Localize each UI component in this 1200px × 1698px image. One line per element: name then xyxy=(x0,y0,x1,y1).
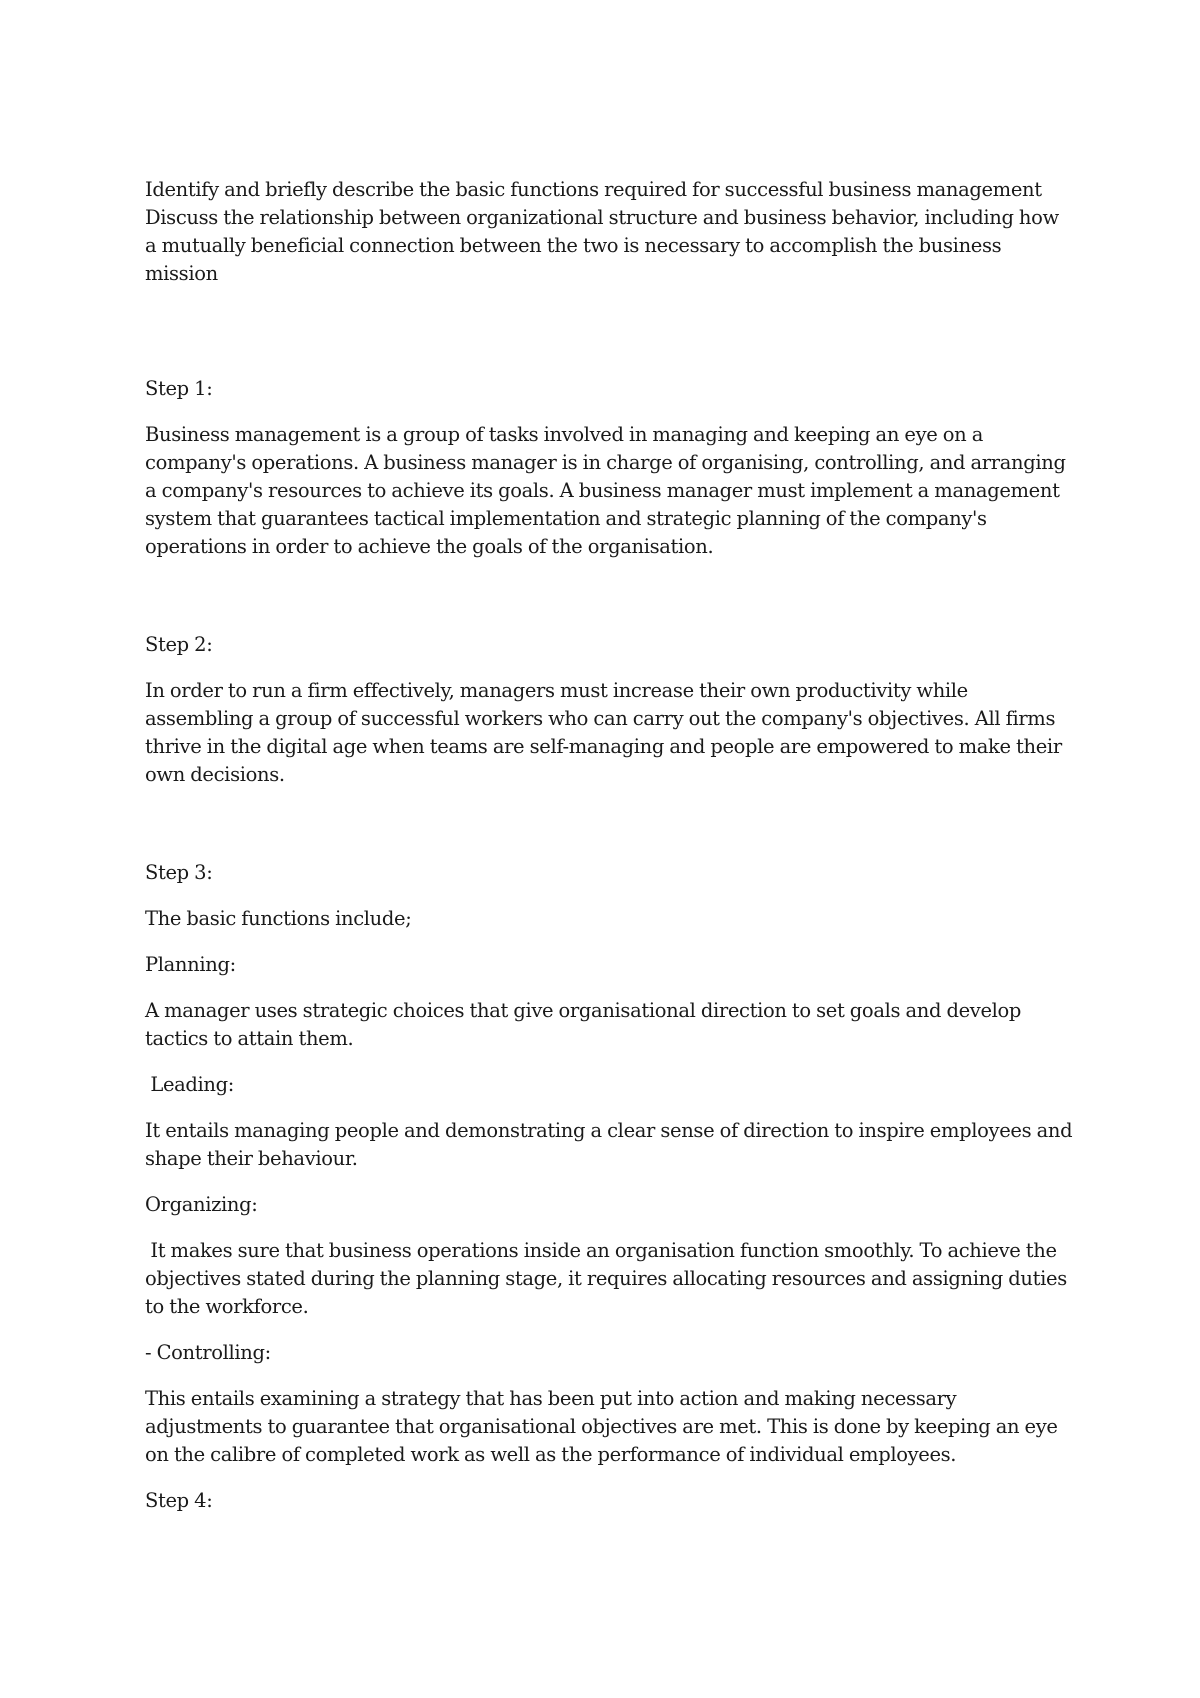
question-line-2: Discuss the relationship between organizational structure and business behavior, including how a mutually beneficial connection between the two is necessary to accomplish the business mission xyxy=(145,206,1059,285)
question-line-1: Identify and briefly describe the basic functions required for successful business management xyxy=(145,178,1042,201)
controlling-text: This entails examining a strategy that has been put into action and making necessary adjustments to guarantee that organisational objectives are met. This is done by keeping an eye on the calibre of completed work as well as the performance of individual employees. xyxy=(145,1387,1058,1466)
document-body xyxy=(145,176,1075,1533)
planning-text: A manager uses strategic choices that give organisational direction to set goals and develop tactics to attain them. xyxy=(145,999,1022,1050)
step-2-section xyxy=(145,631,1075,789)
organizing-text: It makes sure that business operations inside an organisation function smoothly. To achieve the objectives stated during the planning stage, it requires allocating resources and assigning duties to the workforce. xyxy=(145,1239,1073,1318)
planning-label: Planning: xyxy=(145,953,236,976)
step-1-text: Business management is a group of tasks involved in managing and keeping an eye on a company's operations. A business manager is in charge of organising, controlling, and arranging a company's resources to achieve its goals. A business manager must implement a management system that guarantees tactical implementation and strategic planning of the company's operations in order to achieve the goals of the organisation. xyxy=(145,423,1066,558)
step-1-heading: Step 1: xyxy=(145,377,213,400)
question-block xyxy=(145,176,1075,288)
step-3-intro: The basic functions include; xyxy=(145,907,412,930)
step-2-heading: Step 2: xyxy=(145,633,213,656)
step-2-text: In order to run a firm effectively, managers must increase their own productivity while assembling a group of successful workers who can carry out the company's objectives. All firms thrive in the digital age when teams are self-managing and people are empowered to make their own decisions. xyxy=(145,679,1062,786)
step-1-section xyxy=(145,375,1075,561)
step-3-heading: Step 3: xyxy=(145,861,213,884)
step-3-section xyxy=(145,859,1075,1469)
step-4-section xyxy=(145,1487,1075,1515)
leading-text: It entails managing people and demonstrating a clear sense of direction to inspire employees and shape their behaviour. xyxy=(145,1119,1073,1170)
leading-label: Leading: xyxy=(145,1073,234,1096)
controlling-label: - Controlling: xyxy=(145,1341,271,1364)
step-4-heading: Step 4: xyxy=(145,1489,213,1512)
organizing-label: Organizing: xyxy=(145,1193,258,1216)
